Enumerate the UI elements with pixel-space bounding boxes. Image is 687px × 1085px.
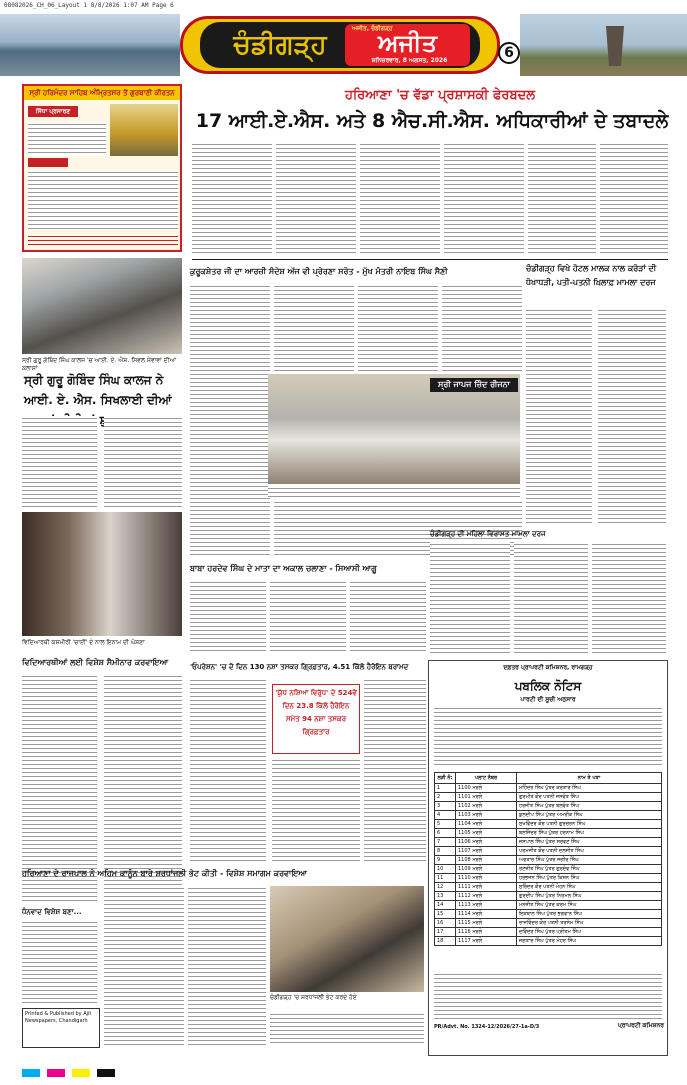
notice-cell-name: ਜਗਤਾਰ ਸਿੰਘ ਪੁੱਤਰ ਮੇਹਰ ਸਿੰਘ (517, 937, 662, 946)
tribute-photo-caption: ਚੰਡੀਗੜ੍ਹ 'ਚ ਸ਼ਰਧਾਂਜਲੀ ਭੇਟ ਕਰਦੇ ਹੋਏ (270, 994, 357, 1001)
imprint-box (22, 1008, 100, 1048)
notice-cell-serial: 1 (435, 784, 456, 793)
college-story-col2 (104, 416, 182, 508)
notice-cell-name: ਸੁਰਿੰਦਰ ਕੌਰ ਪਤਨੀ ਮੋਹਨ ਸਿੰਘ (517, 883, 662, 892)
chandigarh-mid-col3 (592, 542, 666, 654)
notice-cell-plot: 1115 ਮਰਲੇ (456, 919, 517, 928)
award-photo (22, 512, 182, 636)
notice-table-row (435, 856, 662, 865)
notice-table-row (435, 847, 662, 856)
notice-col-serial: ਲੜੀ ਨੰ: (435, 773, 456, 784)
notice-cell-plot: 1111 ਮਰਲੇ (456, 883, 517, 892)
notice-cell-plot: 1106 ਮਰਲੇ (456, 838, 517, 847)
lead-story-col4 (444, 142, 524, 256)
notice-cell-serial: 7 (435, 838, 456, 847)
notice-table-row (435, 811, 662, 820)
notice-table-row (435, 784, 662, 793)
notice-cell-serial: 5 (435, 820, 456, 829)
notice-table-row (435, 892, 662, 901)
notice-cell-plot: 1117 ਮਰਲੇ (456, 937, 517, 946)
notice-cell-name: ਬਲਜਿੰਦਰ ਸਿੰਘ ਪੁੱਤਰ ਹਰਨਾਮ ਸਿੰਘ (517, 829, 662, 838)
notice-body-text (434, 706, 662, 768)
lead-story-col3 (360, 142, 440, 256)
masthead-date: ਸ਼ਨਿਚਰਵਾਰ, 8 ਅਗਸਤ, 2026 (371, 57, 448, 64)
notice-table-row (435, 838, 662, 847)
boxed-story (272, 684, 360, 754)
notice-cell-name: ਦਵਿੰਦਰ ਸਿੰਘ ਪੁੱਤਰ ਪ੍ਰੀਤਮ ਸਿੰਘ (517, 928, 662, 937)
lead-story-col5 (528, 142, 596, 256)
award-photo-caption: ਵਿਦਿਆਰਥੀ ਕਸ਼ਮੀਰੀ 'ਚਾਈਂ' ਦੇ ਨਾਲ ਇਨਾਮ ਦੀ ਘੋਸ਼ਣਾ (22, 639, 145, 646)
notice-col-name: ਨਾਮ ਤੇ ਪਤਾ (517, 773, 662, 784)
notice-cell-plot: 1103 ਮਰਲੇ (456, 811, 517, 820)
lead-story-col2 (276, 142, 356, 256)
swatch-black (97, 1069, 115, 1077)
notice-cell-serial: 3 (435, 802, 456, 811)
tribute-photo (270, 886, 424, 992)
notice-cell-plot: 1114 ਮਰਲੇ (456, 910, 517, 919)
bottom-story-col3 (270, 1012, 424, 1046)
operation-story-col1 (190, 678, 266, 862)
promo-schedule-text (28, 170, 178, 230)
notice-cell-serial: 11 (435, 874, 456, 883)
notice-table-row (435, 874, 662, 883)
notice-cell-plot: 1104 ਮਰਲੇ (456, 820, 517, 829)
masthead-title-right: ਅਜੀਤ (378, 29, 437, 57)
masthead (0, 14, 687, 76)
baba-story-col3 (350, 580, 426, 654)
college-story-col1 (22, 416, 97, 508)
notice-cell-name: ਪਰਮਜੀਤ ਕੌਰ ਪਤਨੀ ਦਲਜੀਤ ਸਿੰਘ (517, 847, 662, 856)
promo-box (22, 84, 182, 252)
baba-story-col1 (190, 580, 266, 654)
lead-story-divider (192, 259, 668, 260)
stage-photo-caption (268, 486, 520, 498)
bottom-story-col1 (104, 886, 184, 1046)
notice-cell-serial: 4 (435, 811, 456, 820)
operation-headline: 'ਓਪਰੇਸ਼ਨ' 'ਚ ਦੋ ਦਿਨ 130 ਨਸ਼ਾ ਤਸਕਰ ਗ੍ਰਿਫ਼ਤਾਰ, 4.51 ਕਿੱਲੋ ਹੈਰੋਇਨ ਬਰਾਮਦ (190, 663, 409, 671)
notice-cell-plot: 1105 ਮਰਲੇ (456, 829, 517, 838)
notice-cell-serial: 18 (435, 937, 456, 946)
notice-subtitle: ਪਾਰਟੀ ਦੀ ਸੂਚੀ ਅਨੁਸਾਰ (520, 696, 576, 703)
notice-signature: ਪ੍ਰਾਪਰਟੀ ਕਮਿਸ਼ਨਰ (617, 1022, 664, 1029)
bottom-headline: ਹਰਿਆਣਾ ਦੇ ਰਾਜਪਾਲ ਨੇ ਅਹਿਮ ਕਾਨੂੰਨ ਬਾਰੇ ਸ਼ਰਧਾਂਜਲੀ ਭੇਟ ਕੀਤੀ - ਵਿਸ਼ੇਸ਼ ਸਮਾਗਮ ਕਰਵਾਇਆ (22, 869, 307, 878)
notice-cell-serial: 12 (435, 883, 456, 892)
notice-cell-serial: 6 (435, 829, 456, 838)
golden-temple-photo (110, 104, 178, 156)
notice-table-row (435, 793, 662, 802)
operation-story-col3 (364, 678, 426, 862)
notice-cell-name: ਹਰਭਜਨ ਸਿੰਘ ਪੁੱਤਰ ਕਿਸ਼ਨ ਸਿੰਘ (517, 874, 662, 883)
community-story-col2 (274, 284, 354, 374)
notice-footer-ref: PR/Advt. No. 1324-12/2026/27-1a-D/3 (434, 1024, 540, 1030)
notice-cell-serial: 16 (435, 919, 456, 928)
notice-cell-serial: 13 (435, 892, 456, 901)
notice-table-row (435, 829, 662, 838)
bottom-story-col2 (188, 886, 266, 1046)
community-story-col1 (190, 284, 270, 558)
baba-headline: ਬਾਬਾ ਹਰਦੇਵ ਸਿੰਘ ਦੇ ਮਾਤਾ ਦਾ ਅਕਾਲ ਚਲਾਣਾ - ਸਿਆਸੀ ਆਗੂ (190, 564, 377, 573)
notice-table-row (435, 820, 662, 829)
notice-cell-plot: 1112 ਮਰਲੇ (456, 892, 517, 901)
notice-cell-plot: 1109 ਮਰਲੇ (456, 865, 517, 874)
notice-cell-serial: 8 (435, 847, 456, 856)
public-notice (428, 660, 668, 1056)
notice-table-row (435, 919, 662, 928)
small-left-headline: ਧੰਨਵਾਦ ਵਿਸ਼ੇਸ਼ ਬਣਾ... (22, 908, 82, 916)
college-headline: ਸ੍ਰੀ ਗੁਰੂ ਗੋਬਿੰਦ ਸਿੰਘ ਕਾਲਜ ਨੇ ਆਈ. ਏ. ਐਸ. ਸਿਖਲਾਈ ਦੀਆਂ (24, 373, 172, 407)
notice-cell-name: ਹਰਜੀਤ ਸਿੰਘ ਪੁੱਤਰ ਬਲਵੰਤ ਸਿੰਘ (517, 802, 662, 811)
notice-cell-serial: 14 (435, 901, 456, 910)
students-photo (22, 258, 182, 354)
swatch-cyan (22, 1069, 40, 1077)
community-headline: ਕੁਰੂਕਸ਼ੇਤਰ ਜੀ ਦਾ ਆਰਜ਼ੀ ਸੰਦੇਸ਼ ਅੱਜ ਵੀ ਪ੍ਰੇਰਣਾ ਸਰੋਤ - ਮੁੱਖ ਮੰਤਰੀ ਨਾਇਬ ਸਿੰਘ ਸੈਣੀ (190, 267, 448, 276)
masthead-photo-right (520, 14, 687, 76)
lead-headline: 17 ਆਈ.ਏ.ਐਸ. ਅਤੇ 8 ਐਚ.ਸੀ.ਐਸ. ਅਧਿਕਾਰੀਆਂ ਦੇ ਤਬਾਦਲੇ (195, 110, 669, 132)
promo-heading: ਸ੍ਰੀ ਹਰਿਮੰਦਰ ਸਾਹਿਬ ਅੰਮ੍ਰਿਤਸਰ ਤੋਂ ਗੁਰਬਾਣੀ ਕੀਰਤਨ (24, 86, 180, 100)
notice-table-row (435, 883, 662, 892)
imprint-text: Printed & Published by Ajit Newspapers, Chandigarh (25, 1011, 92, 1024)
notice-col-plot: ਪਲਾਟ ਨੰਬਰ (456, 773, 517, 784)
notice-cell-name: ਕੁਲਦੀਪ ਸਿੰਘ ਪੁੱਤਰ ਅਮਰੀਕ ਸਿੰਘ (517, 811, 662, 820)
notice-cell-plot: 1101 ਮਰਲੇ (456, 793, 517, 802)
students-photo-caption: ਸ੍ਰੀ ਗੁਰੂ ਗੋਬਿੰਦ ਸਿੰਘ ਕਾਲਜ 'ਚ ਆਈ. ਏ. ਐਸ. ਸਿਵਲ ਸੇਵਾਵਾਂ ਦੀਆਂ ਕਲਾਸਾਂ (22, 357, 177, 372)
chandigarh-right-col2 (598, 308, 666, 524)
community-story-col4 (442, 284, 522, 374)
masthead-title-left: ਚੰਡੀਗੜ੍ਹ (233, 30, 327, 60)
notice-cell-name: ਮਹਿੰਦਰ ਸਿੰਘ ਪੁੱਤਰ ਕਰਤਾਰ ਸਿੰਘ (517, 784, 662, 793)
operation-story-col2 (272, 758, 360, 862)
notice-cell-plot: 1102 ਮਰਲੇ (456, 802, 517, 811)
notice-cell-name: ਰਣਜੀਤ ਸਿੰਘ ਪੁੱਤਰ ਗੁਰਦੇਵ ਸਿੰਘ (517, 865, 662, 874)
print-color-bar (22, 1062, 322, 1072)
chandigarh-right-col1 (526, 308, 592, 524)
notice-table-row (435, 802, 662, 811)
notice-cell-plot: 1113 ਮਰਲੇ (456, 901, 517, 910)
chandigarh-right-headline: ਚੰਡੀਗੜ੍ਹ ਵਿਖੇ ਹੋਟਲ ਮਾਲਕ ਨਾਲ ਕਰੋੜਾਂ ਦੀ ਧੋਖਾਧੜੀ, ਪਤੀ-ਪਤਨੀ ਖ਼ਿਲਾਫ਼ ਮਾਮਲਾ ਦਰਜ (526, 264, 657, 287)
chandigarh-mid-col1 (430, 542, 510, 654)
notice-cell-plot: 1100 ਮਰਲੇ (456, 784, 517, 793)
swatch-yellow (72, 1069, 90, 1077)
promo-tag: ਸਿੱਧਾ ਪ੍ਰਸਾਰਣ (28, 106, 78, 117)
notice-cell-serial: 17 (435, 928, 456, 937)
notice-title: ਪਬਲਿਕ ਨੋਟਿਸ (514, 679, 582, 693)
swatch-magenta (47, 1069, 65, 1077)
notice-table-row (435, 910, 662, 919)
notice-cell-name: ਗੁਰਮੀਤ ਕੌਰ ਪਤਨੀ ਜਸਵੰਤ ਸਿੰਘ (517, 793, 662, 802)
left-mid-headline: ਵਿਦਿਆਰਥੀਆਂ ਲਈ ਵਿਸ਼ੇਸ਼ ਸੈਮੀਨਾਰ ਕਰਵਾਇਆ (22, 658, 169, 667)
stage-banner: ਸ੍ਰੀ ਜਾਪਜ ਜ਼ਿੰਦ ਰੀਜਨਾ (430, 378, 518, 392)
notice-office: ਦਫ਼ਤਰ ਪ੍ਰਾਪਰਟੀ ਕਮਿਸ਼ਨਰ, ਰਾਮਗੜ੍ਹ (503, 664, 593, 671)
masthead-small-label: ਅਜੀਤ, ਚੰਡੀਗੜ੍ਹ (352, 25, 393, 32)
notice-cell-name: ਸੁਖਵਿੰਦਰ ਕੌਰ ਪਤਨੀ ਗੁਰਚਰਨ ਸਿੰਘ (517, 820, 662, 829)
baba-story-col2 (270, 580, 346, 654)
notice-cell-plot: 1107 ਮਰਲੇ (456, 847, 517, 856)
notice-cell-plot: 1110 ਮਰਲੇ (456, 874, 517, 883)
masthead-photo-left (0, 14, 180, 76)
promo-text (28, 122, 106, 156)
notice-cell-name: ਅਵਤਾਰ ਸਿੰਘ ਪੁੱਤਰ ਜਗੀਰ ਸਿੰਘ (517, 856, 662, 865)
notice-cell-name: ਇਕਬਾਲ ਸਿੰਘ ਪੁੱਤਰ ਭਗਵਾਨ ਸਿੰਘ (517, 910, 662, 919)
notice-table-row (435, 901, 662, 910)
notice-cell-serial: 9 (435, 856, 456, 865)
notice-cell-name: ਰਾਜਵਿੰਦਰ ਕੌਰ ਪਤਨੀ ਤਰਸੇਮ ਸਿੰਘ (517, 919, 662, 928)
notice-cell-plot: 1116 ਮਰਲੇ (456, 928, 517, 937)
notice-cell-plot: 1108 ਮਰਲੇ (456, 856, 517, 865)
notice-table-row (435, 865, 662, 874)
print-meta-line: 08082026_CH_06_Layout 1 8/8/2026 1:07 AM Page 6 (4, 2, 174, 9)
promo-footer-text (28, 234, 178, 248)
notice-table-row (435, 928, 662, 937)
lead-kicker: ਹਰਿਆਣਾ 'ਚ ਵੱਡਾ ਪ੍ਰਸ਼ਾਸਕੀ ਫੇਰਬਦਲ (344, 88, 536, 103)
notice-cell-serial: 15 (435, 910, 456, 919)
notice-cell-name: ਗੁਰਦੀਪ ਸਿੰਘ ਪੁੱਤਰ ਨਿਰਮਲ ਸਿੰਘ (517, 892, 662, 901)
lead-story-col1 (192, 142, 272, 256)
small-left-story (22, 920, 97, 1004)
chandigarh-mid-col2 (514, 542, 588, 654)
page-number: 6 (504, 45, 514, 61)
promo-subtag (28, 158, 68, 167)
notice-cell-name: ਜਸਪਾਲ ਸਿੰਘ ਪੁੱਤਰ ਸਰਵਣ ਸਿੰਘ (517, 838, 662, 847)
notice-cell-serial: 10 (435, 865, 456, 874)
notice-cell-name: ਮਨਜੀਤ ਸਿੰਘ ਪੁੱਤਰ ਕਰਮ ਸਿੰਘ (517, 901, 662, 910)
community-story-col3 (358, 284, 438, 374)
boxed-story-text: 'ਯੁੱਧ ਨਸ਼ਿਆਂ ਵਿਰੁੱਧ' ਦੇ 524ਵੇਂ ਦਿਨ 23.8 ਕਿੱਲੋ ਹੈਰੋਇਨ ਸਮੇਤ 94 ਨਸ਼ਾ ਤਸਕਰ ਗ੍ਰਿਫ਼ਤਾਰ (275, 689, 357, 736)
notice-footer-text (434, 972, 662, 1020)
notice-table-row (435, 937, 662, 946)
notice-cell-serial: 2 (435, 793, 456, 802)
notice-table (434, 772, 662, 946)
lead-story-col6 (600, 142, 668, 256)
chandigarh-mid-headline: ਚੰਡੀਗੜ੍ਹ ਦੀ ਮਹਿਲਾ ਵਿਰਾਸਤ ਮਾਮਲਾ ਦਰਜ (430, 530, 546, 538)
